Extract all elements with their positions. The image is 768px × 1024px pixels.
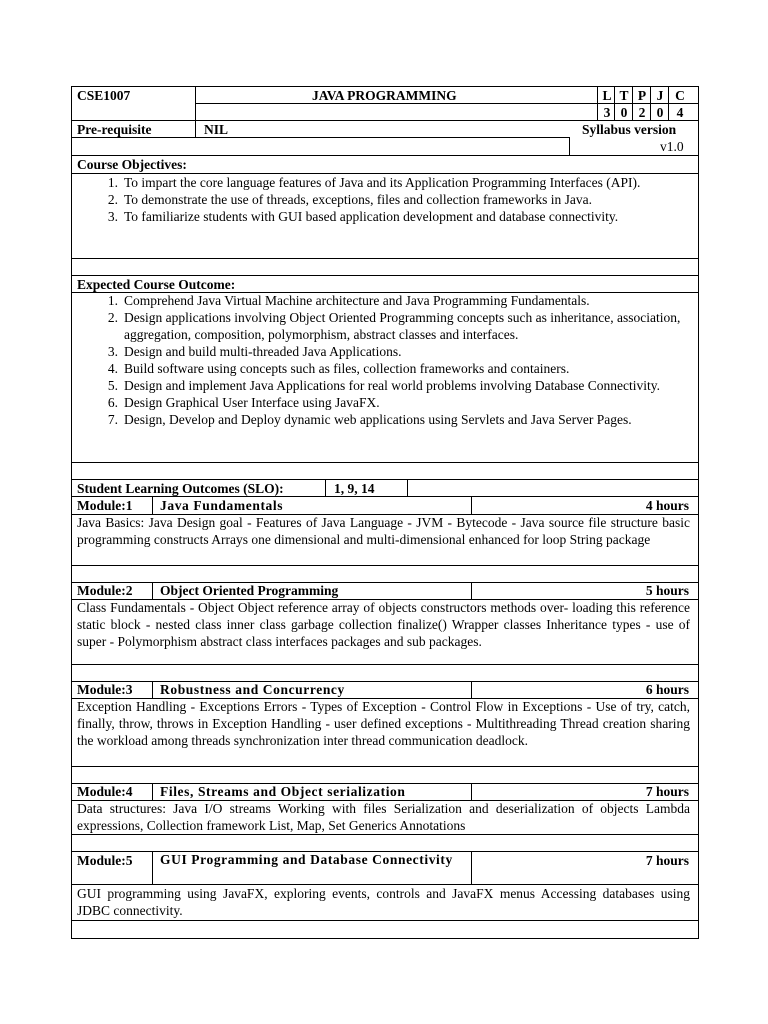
list-item: 4. Build software using concepts such as files, collection frameworks and containers.: [107, 361, 570, 376]
list-item: 3. To familiarize students with GUI based application development and database connectivity.: [107, 209, 619, 224]
list-item: 6. Design Graphical User Interface using JavaFX.: [107, 395, 380, 410]
outcomes-list: [100, 292, 690, 428]
ltpjc-value-l: 3: [603, 105, 611, 120]
list-item: 7. Design, Develop and Deploy dynamic web applications using Servlets and Java Server Pages.: [107, 412, 632, 427]
objectives-list: [100, 174, 690, 225]
ltpjc-label-t: T: [619, 88, 629, 103]
course-title: JAVA PROGRAMMING: [312, 88, 457, 103]
list-item: 2. Design applications involving Object Oriented Programming concepts such as inheritance, association, aggregation, composition, polymorphism, abstract classes and interfaces.: [107, 310, 681, 342]
module-number: Module:2: [77, 583, 133, 598]
module-title: GUI Programming and Database Connectivity: [160, 852, 453, 867]
list-item: 1. To impart the core language features of Java and its Application Programming Interfaces (API).: [107, 175, 641, 190]
module-hours: 5 hours: [645, 583, 689, 598]
module-content: Class Fundamentals - Object Object reference array of objects constructors methods over- loading this reference static block - nested class inner class garbage collection finalize() Wrapper classes Inheritance types - use of super - Polymorphism abstract class interfaces packages and sub packages.: [77, 600, 690, 649]
ltpjc-value-c: 4: [676, 105, 684, 120]
module-hours: 4 hours: [645, 498, 689, 513]
module-title: Robustness and Concurrency: [160, 682, 345, 697]
ltpjc-label-c: C: [675, 88, 685, 103]
module-number: Module:5: [77, 853, 133, 868]
module-number: Module:4: [77, 784, 133, 799]
module-number: Module:1: [77, 498, 133, 513]
ltpjc-value-j: 0: [656, 105, 664, 120]
module-content: Exception Handling - Exceptions Errors - Types of Exception - Control Flow in Exceptions - Use of try, catch, finally, throw, throws in Exception Handling - user defined exceptions - Multithreading Thread creation sharing the workload among threads synchronization inter thread communication deadlock.: [77, 699, 690, 748]
syllabus-version-value: v1.0: [660, 139, 684, 154]
prereq-label: Pre-requisite: [77, 122, 152, 137]
objectives-heading: Course Objectives:: [77, 157, 187, 172]
module-content: Java Basics: Java Design goal - Features of Java Language - JVM - Bytecode - Java source file structure basic programming constructs Arrays one dimensional and multi-dimensional enhanced for loop String package: [77, 515, 690, 547]
list-item: 1. Comprehend Java Virtual Machine architecture and Java Programming Fundamentals.: [107, 293, 590, 308]
module-title: Java Fundamentals: [160, 498, 284, 513]
prereq-value: NIL: [204, 122, 229, 137]
list-item: 3. Design and build multi-threaded Java Applications.: [107, 344, 402, 359]
module-hours: 6 hours: [645, 682, 689, 697]
slo-label: Student Learning Outcomes (SLO):: [77, 481, 284, 496]
ltpjc-label-l: L: [602, 88, 612, 103]
course-code: CSE1007: [77, 88, 131, 103]
module-number: Module:3: [77, 682, 133, 697]
module-title: Object Oriented Programming: [160, 583, 339, 598]
module-title: Files, Streams and Object serialization: [160, 784, 406, 799]
list-item: 2. To demonstrate the use of threads, exceptions, files and collection frameworks in Java.: [107, 192, 593, 207]
ltpjc-value-t: 0: [620, 105, 628, 120]
syllabus-version-label: Syllabus version: [582, 122, 677, 137]
module-content: Data structures: Java I/O streams Working with files Serialization and deserialization of objects Lambda expressions, Collection framework List, Map, Set Generics Annotations: [77, 801, 690, 833]
module-hours: 7 hours: [645, 784, 689, 799]
slo-value: 1, 9, 14: [334, 481, 375, 496]
module-hours: 7 hours: [645, 853, 689, 868]
module-content: GUI programming using JavaFX, exploring events, controls and JavaFX menus Accessing databases using JDBC connectivity.: [77, 886, 690, 918]
list-item: 5. Design and implement Java Applications for real world problems involving Database Connectivity.: [107, 378, 661, 393]
ltpjc-label-j: J: [656, 88, 664, 103]
ltpjc-value-p: 2: [638, 105, 646, 120]
ltpjc-label-p: P: [637, 88, 647, 103]
outcomes-heading: Expected Course Outcome:: [77, 277, 236, 292]
